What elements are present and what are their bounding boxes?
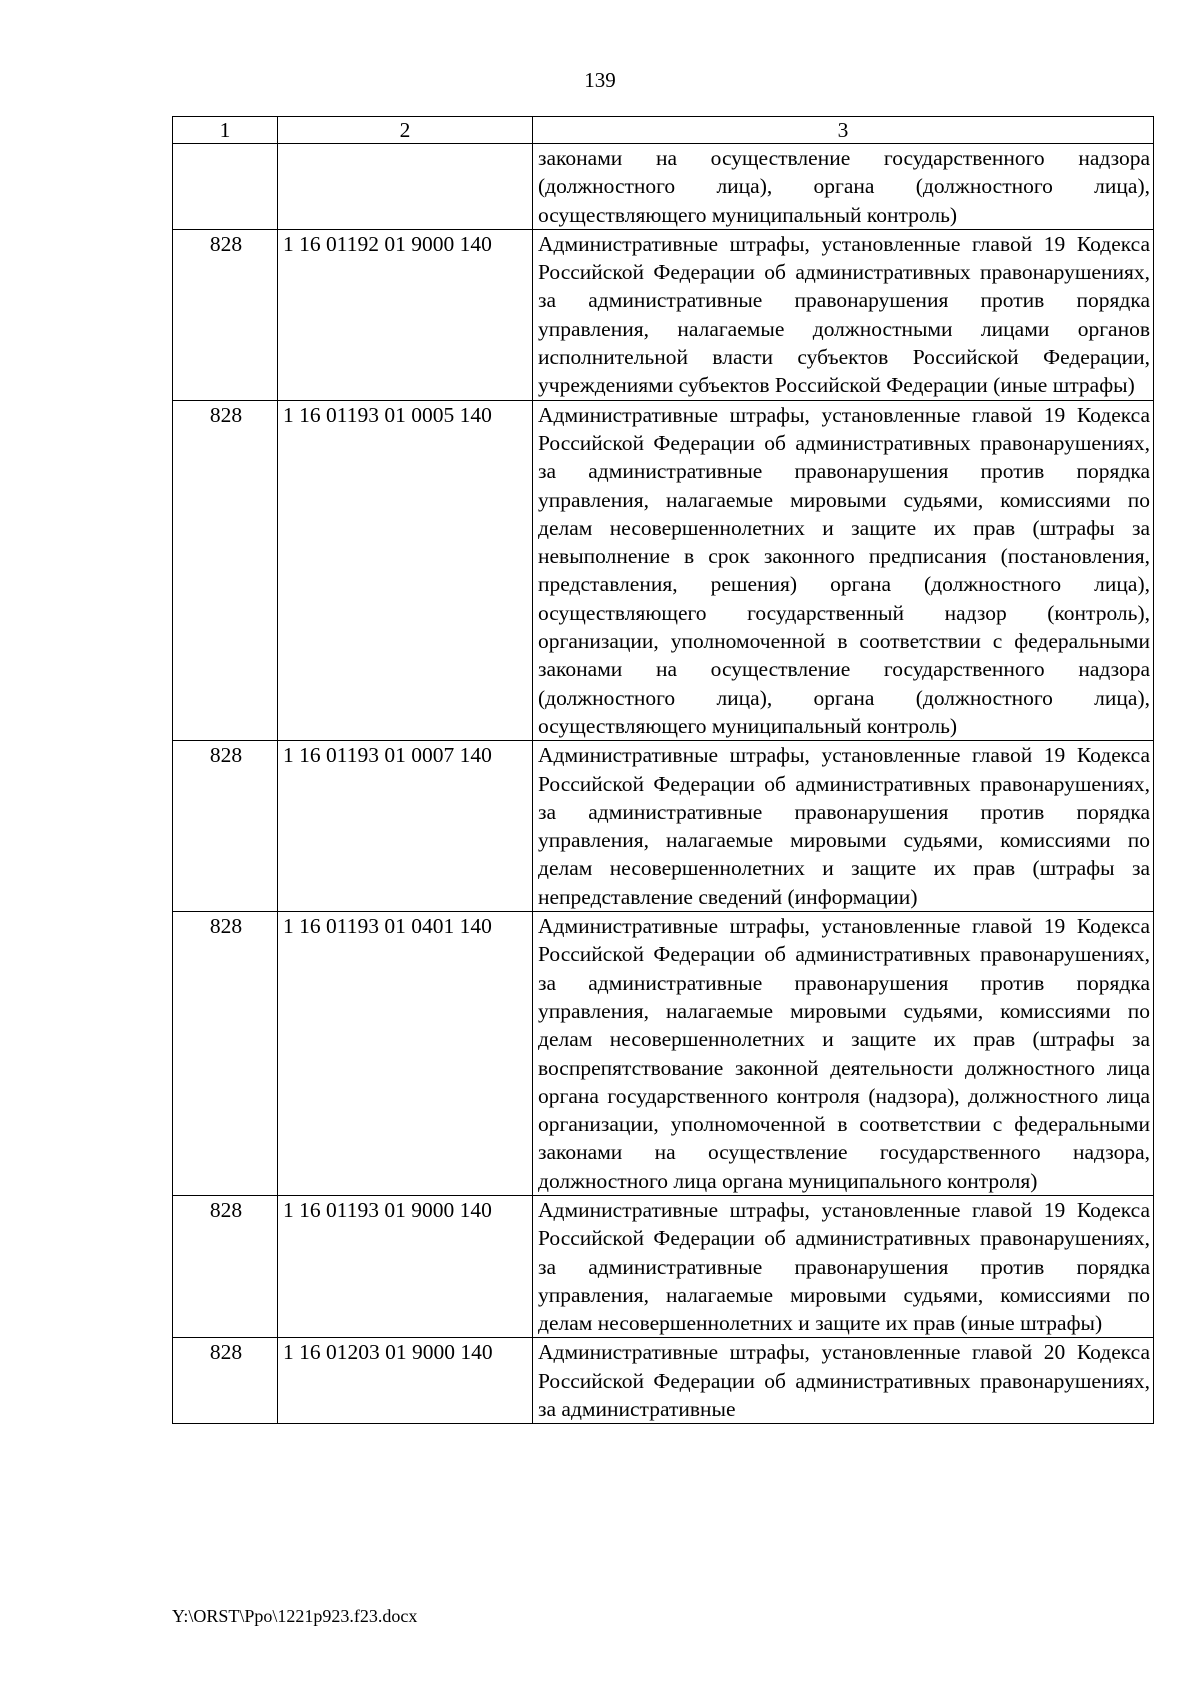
description-cell: Административные штрафы, установленные главой 20 Кодекса Российской Федерации об административных правонарушениях, за административные [533,1338,1154,1424]
table-row [173,144,1154,230]
budget-codes-table [172,116,1154,1424]
file-path-footer: Y:\ORST\Ppo\1221p923.f23.docx [172,1606,418,1626]
table-row [173,741,1154,912]
admin-code-cell: 828 [173,229,278,400]
admin-code-cell: 828 [173,741,278,912]
table-row [173,400,1154,741]
admin-code-cell: 828 [173,400,278,741]
column-header-1: 1 [173,117,278,144]
admin-code-cell: 828 [173,1338,278,1424]
budget-code-cell: 1 16 01193 01 0401 140 [278,912,533,1196]
admin-code-cell [173,144,278,230]
table-row [173,1195,1154,1337]
page-number: 139 [584,68,616,92]
budget-code-cell: 1 16 01193 01 0007 140 [278,741,533,912]
table-row [173,912,1154,1196]
description-cell: Административные штрафы, установленные главой 19 Кодекса Российской Федерации об административных правонарушениях, за административные правонарушения против порядка управления, налагаемые мировыми судьями, комиссиями по делам несовершеннолетних и защите их прав (штрафы за невыполнение в срок законного предписания (постановления, представления, решения) органа (должностного лица), осуществляющего государственный надзор (контроль), организации, уполномоченной в соответствии с федеральными законами на осуществление государственного надзора (должностного лица), органа (должностного лица), осуществляющего муниципальный контроль) [533,400,1154,741]
budget-code-cell: 1 16 01192 01 9000 140 [278,229,533,400]
table-row [173,229,1154,400]
description-cell: Административные штрафы, установленные главой 19 Кодекса Российской Федерации об административных правонарушениях, за административные правонарушения против порядка управления, налагаемые должностными лицами органов исполнительной власти субъектов Российской Федерации, учреждениями субъектов Российской Федерации (иные штрафы) [533,229,1154,400]
column-header-2: 2 [278,117,533,144]
admin-code-cell: 828 [173,912,278,1196]
budget-code-cell: 1 16 01193 01 0005 140 [278,400,533,741]
description-cell: законами на осуществление государственного надзора (должностного лица), органа (должностного лица), осуществляющего муниципальный контроль) [533,144,1154,230]
description-cell: Административные штрафы, установленные главой 19 Кодекса Российской Федерации об административных правонарушениях, за административные правонарушения против порядка управления, налагаемые мировыми судьями, комиссиями по делам несовершеннолетних и защите их прав (иные штрафы) [533,1195,1154,1337]
budget-code-cell: 1 16 01193 01 9000 140 [278,1195,533,1337]
column-header-3: 3 [533,117,1154,144]
admin-code-cell: 828 [173,1195,278,1337]
description-cell: Административные штрафы, установленные главой 19 Кодекса Российской Федерации об административных правонарушениях, за административные правонарушения против порядка управления, налагаемые мировыми судьями, комиссиями по делам несовершеннолетних и защите их прав (штрафы за непредставление сведений (информации) [533,741,1154,912]
budget-code-cell [278,144,533,230]
budget-code-cell: 1 16 01203 01 9000 140 [278,1338,533,1424]
table-row [173,1338,1154,1424]
table-header-row [173,117,1154,144]
description-cell: Административные штрафы, установленные главой 19 Кодекса Российской Федерации об административных правонарушениях, за административные правонарушения против порядка управления, налагаемые мировыми судьями, комиссиями по делам несовершеннолетних и защите их прав (штрафы за воспрепятствование законной деятельности должностного лица органа государственного контроля (надзора), должностного лица организации, уполномоченной в соответствии с федеральными законами на осуществление государственного надзора, должностного лица органа муниципального контроля) [533,912,1154,1196]
